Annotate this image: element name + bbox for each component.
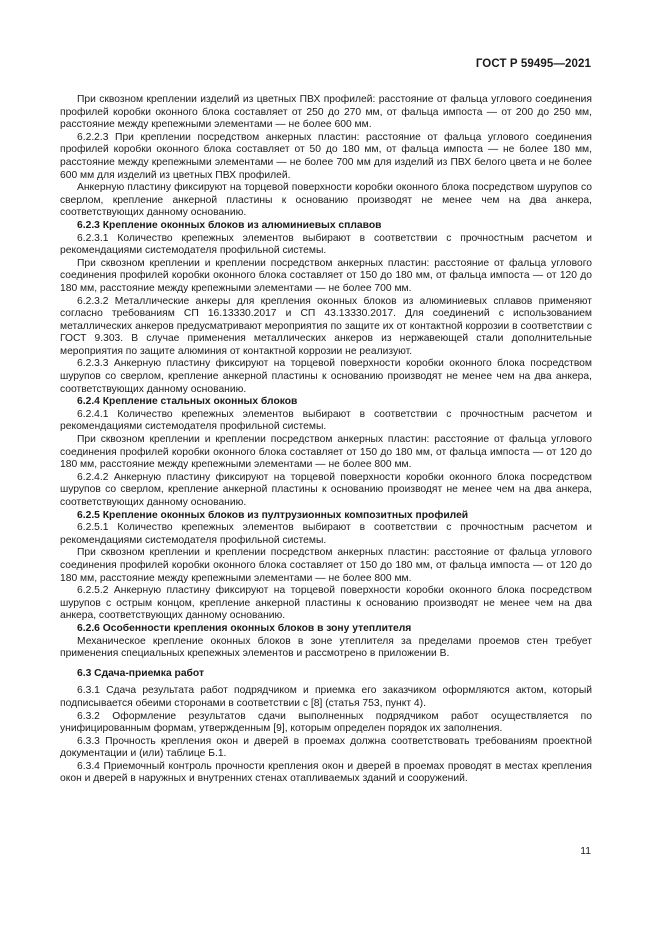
paragraph: 6.2.5.2 Анкерную пластину фиксируют на торцевой поверхности коробки оконного блока посредством шурупов с острым концом, крепление анкерной пластины к основанию производят не менее чем на два анкера, соответствующих данному основанию. [60, 585, 592, 622]
paragraph: Анкерную пластину фиксируют на торцевой поверхности коробки оконного блока посредством шурупов со сверлом, крепление анкерной пластины к основанию производят не менее чем на два анкера, соответствующих данному основанию. [60, 182, 592, 219]
paragraph: 6.2.3.2 Металлические анкеры для крепления оконных блоков из алюминиевых сплавов применяют согласно требованиям СП 16.13330.2017 и СП 43.13330.2017. Для соединений с использованием металлических анкеров предусматривают мероприятия по защите их от контактной коррозии в соответствии с ГОСТ 9.303. В случае применения металлических анкеров из нержавеющей стали дополнительные мероприятия по защите алюминия от контактной коррозии не реализуют. [60, 295, 592, 357]
section-heading: 6.2.6 Особенности крепления оконных блоков в зону утеплителя [77, 622, 412, 634]
paragraph: 6.2.3.3 Анкерную пластину фиксируют на торцевой поверхности коробки оконного блока посредством шурупов со сверлом, крепление анкерной пластины к основанию производят не менее чем на два анкера, соответствующих данному основанию. [60, 358, 592, 395]
paragraph: 6.2.4.1 Количество крепежных элементов выбирают в соответствии с прочностным расчетом и рекомендациями системодателя профильной системы. [60, 408, 592, 433]
paragraph: 6.3.4 Приемочный контроль прочности крепления окон и дверей в проемах проводят в местах крепления окон и дверей в наружных и внутренних стенах отапливаемых зданий и сооружений. [60, 760, 592, 785]
paragraph: 6.3.1 Сдача результата работ подрядчиком и приемка его заказчиком оформляются актом, который подписывается обеими сторонами в соответствии с [8] (статья 753, пункт 4). [60, 685, 592, 709]
page-number: 11 [580, 846, 591, 857]
paragraph: 6.3.2 Оформление результатов сдачи выполненных подрядчиком работ осуществляется по унифицированным формам, утвержденным [9], которым определен порядок их заполнения. [60, 710, 592, 735]
paragraph: При сквозном креплении и креплении посредством анкерных пластин: расстояние от фальца углового соединения профилей коробки оконного блока составляет от 150 до 180 мм, от фальца импоста — от 120 до 180 мм, расстояние между крепежными элементами — не более 800 мм. [60, 547, 592, 584]
section-heading: 6.2.5 Крепление оконных блоков из пултрузионных композитных профилей [77, 509, 469, 521]
paragraph: 6.3.3 Прочность крепления окон и дверей в проемах должна соответствовать требованиям проектной документации и (или) таблице Б.1. [60, 735, 592, 760]
section-heading: 6.3 Сдача-приемка работ [77, 667, 204, 679]
paragraph: 6.2.5.1 Количество крепежных элементов выбирают в соответствии с прочностным расчетом и рекомендациями системодателя профильной системы. [60, 522, 592, 546]
paragraph: При сквозном креплении и креплении посредством анкерных пластин: расстояние от фальца углового соединения профилей коробки оконного блока составляет от 150 до 180 мм, от фальца импоста — от 120 до 180 мм, расстояние между крепежными элементами — не более 700 мм. [60, 257, 592, 294]
paragraph: При сквозном креплении и креплении посредством анкерных пластин: расстояние от фальца углового соединения профилей коробки оконного блока составляет от 150 до 180 мм, от фальца импоста — от 120 до 180 мм, расстояние между крепежными элементами — не более 800 мм. [60, 434, 592, 471]
section-heading: 6.2.3 Крепление оконных блоков из алюминиевых сплавов [77, 219, 382, 231]
paragraph: Механическое крепление оконных блоков в зоне утеплителя за пределами проемов стен требует применения специальных крепежных элементов и рассмотрено в приложении В. [60, 635, 592, 660]
document-code: ГОСТ Р 59495—2021 [475, 58, 591, 70]
paragraph: При сквозном креплении изделий из цветных ПВХ профилей: расстояние от фальца углового соединения профилей коробки оконного блока составляет от 250 до 270 мм, от фальца импоста — от 200 до 250 мм, расстояние между крепежными элементами — не более 600 мм. [60, 94, 592, 131]
paragraph: 6.2.4.2 Анкерную пластину фиксируют на торцевой поверхности коробки оконного блока посредством шурупов со сверлом, крепление анкерной пластины к основанию производят не менее чем на два анкера, соответствующих данному основанию. [60, 471, 592, 508]
paragraph: 6.2.2.3 При креплении посредством анкерных пластин: расстояние от фальца углового соединения профилей коробки оконного блока составляет от 50 до 180 мм, от фальца импоста — не более 180 мм, расстояние между крепежными элементами — не более 700 мм для изделий из ПВХ белого цвета и не более 600 мм для изделий из цветных ПВХ профилей. [60, 131, 592, 181]
section-heading: 6.2.4 Крепление стальных оконных блоков [77, 396, 298, 408]
document-body [60, 94, 592, 786]
paragraph: 6.2.3.1 Количество крепежных элементов выбирают в соответствии с прочностным расчетом и рекомендациями системодателя профильной системы. [60, 232, 592, 257]
